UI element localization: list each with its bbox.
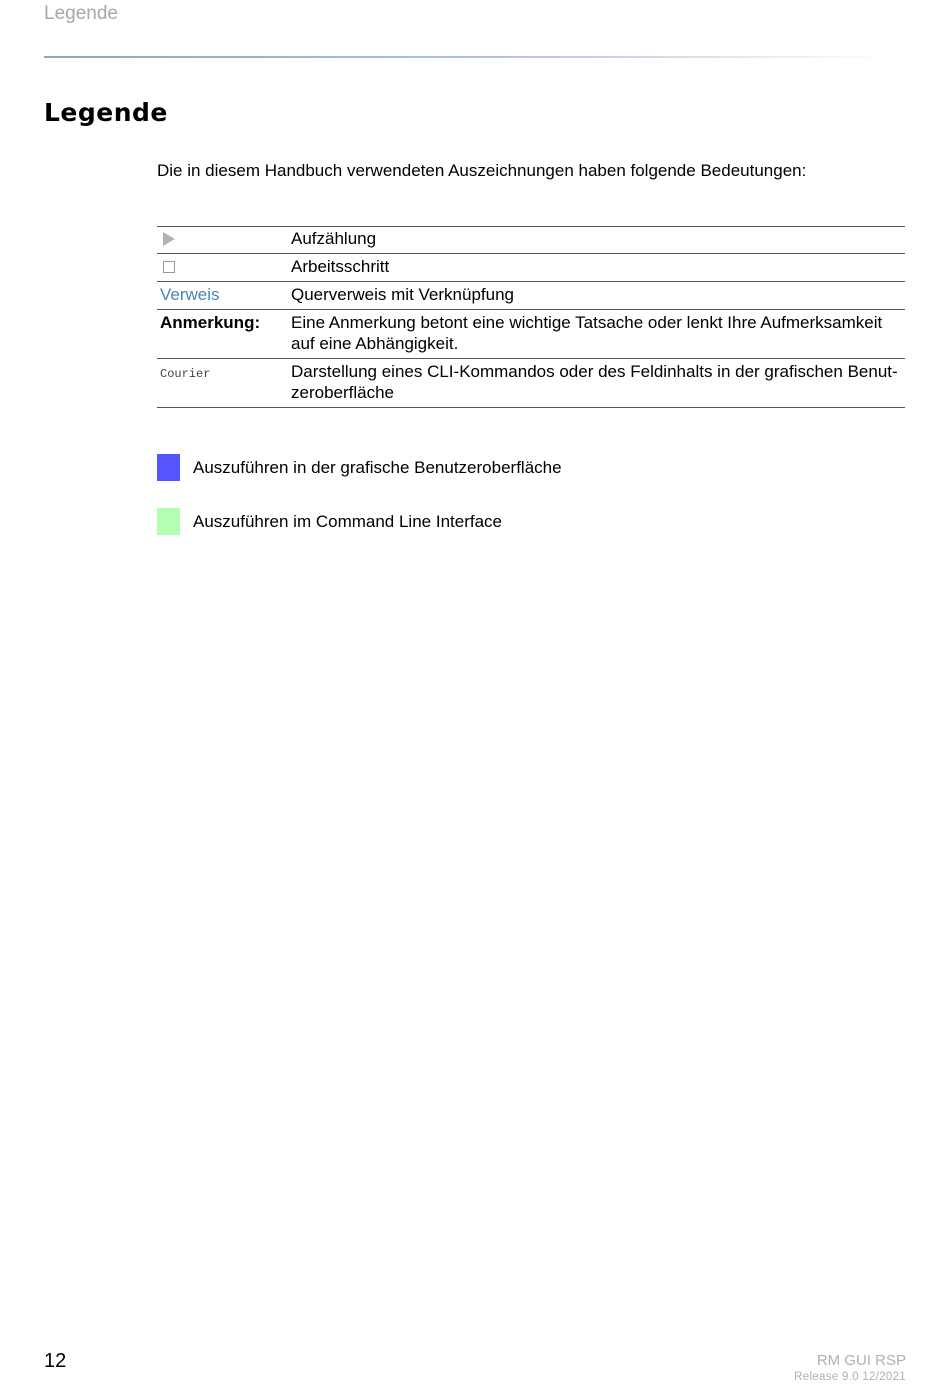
legend-description: Querverweis mit Verknüpfung bbox=[291, 282, 905, 310]
legend-description: Darstellung eines CLI-Kommandos oder des Feldinhalts in der grafischen Benutzeroberfläche bbox=[291, 359, 905, 408]
cli-color-legend bbox=[157, 508, 502, 535]
intro-text: Die in diesem Handbuch verwendeten Auszeichnungen haben folgende Bedeutungen: bbox=[157, 161, 807, 180]
cli-color-label: Auszuführen im Command Line Interface bbox=[193, 511, 502, 531]
legend-table bbox=[157, 226, 905, 408]
gui-color-label: Auszuführen in der grafische Benutzeroberfläche bbox=[193, 457, 562, 477]
legend-row bbox=[157, 254, 905, 282]
legend-row bbox=[157, 227, 905, 254]
legend-row bbox=[157, 310, 905, 359]
legend-symbol-cell bbox=[157, 310, 291, 359]
legend-symbol-cell bbox=[157, 254, 291, 282]
legend-description: Arbeitsschritt bbox=[291, 254, 905, 282]
legend-symbol-cell bbox=[157, 282, 291, 310]
blue-swatch-icon bbox=[157, 454, 180, 481]
empty-checkbox-icon bbox=[163, 261, 175, 273]
footer-document-name: RM GUI RSP bbox=[816, 1352, 906, 1369]
courier-sample: Courier bbox=[160, 367, 211, 381]
footer-release: Release 9.0 12/2021 bbox=[794, 1371, 906, 1383]
header-rule bbox=[44, 56, 889, 58]
page-number: 12 bbox=[44, 1350, 67, 1372]
legend-row bbox=[157, 359, 905, 408]
legend-description: Aufzählung bbox=[291, 227, 905, 254]
green-swatch-icon bbox=[157, 508, 180, 535]
legend-symbol-cell bbox=[157, 227, 291, 254]
gui-color-legend bbox=[157, 454, 562, 481]
running-header: Legende bbox=[44, 3, 118, 24]
legend-row bbox=[157, 282, 905, 310]
legend-description: Eine Anmerkung betont eine wichtige Tatsache oder lenkt Ihre Aufmerksamkeit auf eine Abhängigkeit. bbox=[291, 310, 905, 359]
legend-symbol-cell bbox=[157, 359, 291, 408]
cross-reference-sample[interactable]: Verweis bbox=[160, 285, 220, 304]
page-title: Legende bbox=[44, 98, 168, 127]
triangle-bullet-icon bbox=[163, 232, 175, 246]
note-label-sample: Anmerkung: bbox=[160, 313, 261, 332]
